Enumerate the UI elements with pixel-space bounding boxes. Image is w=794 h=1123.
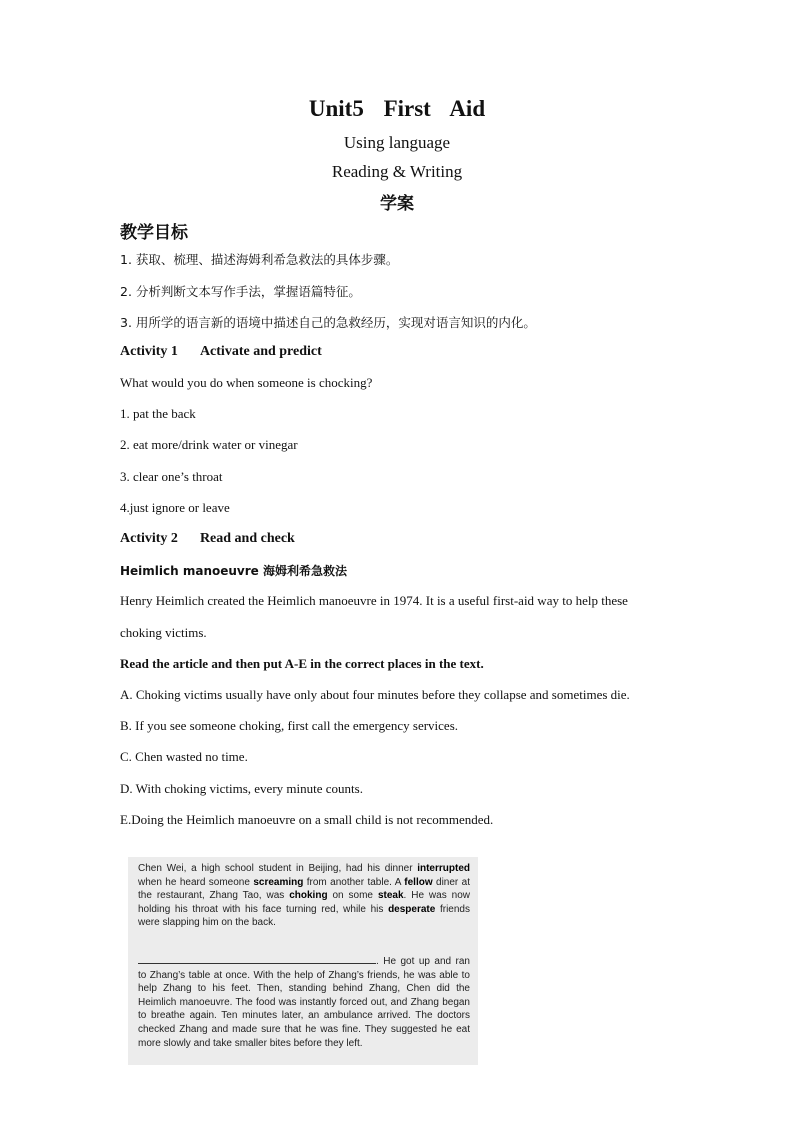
p1-seg: from another table. A bbox=[303, 876, 405, 888]
activity-1-name: Activate and predict bbox=[199, 344, 322, 359]
goals-heading: 教学目标 bbox=[120, 223, 188, 243]
option-item: 2. eat more/drink water or vinegar bbox=[120, 437, 298, 452]
keyword: screaming bbox=[253, 876, 304, 888]
keyword: interrupted bbox=[417, 863, 470, 874]
keyword: choking bbox=[289, 890, 328, 902]
p1-seg: Chen Wei, a high school student in Beijing, had his dinner bbox=[138, 863, 418, 874]
sentence-a: A. Choking victims usually have only about four minutes before they collapse and sometimes die. bbox=[120, 687, 630, 702]
sentence-e: E.Doing the Heimlich manoeuvre on a small child is not recommended. bbox=[120, 812, 494, 827]
sentence-c: C. Chen wasted no time. bbox=[120, 749, 248, 764]
question-text: What would you do when someone is chocking? bbox=[120, 375, 373, 390]
activity-1-number: Activity 1 bbox=[120, 344, 178, 359]
goal-item: 3. 用所学的语言新的语境中描述自己的急救经历，实现对语言知识的内化。 bbox=[120, 315, 536, 330]
option-item: 3. clear one’s throat bbox=[120, 469, 223, 484]
intro-line-2: choking victims. bbox=[120, 625, 207, 640]
activity-1-heading bbox=[120, 344, 322, 360]
goal-item: 1. 获取、梳理、描述海姆利希急救法的具体步骤。 bbox=[120, 252, 399, 267]
p1-seg: . He was now holding his throat with his face turning red, while his bbox=[138, 890, 470, 915]
p1-seg: diner at the restaurant, Zhang Tao, was bbox=[138, 876, 470, 902]
activity-2-heading bbox=[120, 531, 295, 547]
p1-seg: on some bbox=[327, 890, 378, 902]
passage-paragraph-2 bbox=[138, 954, 470, 1050]
subtitle-reading-writing: Reading & Writing bbox=[331, 162, 463, 181]
activity-2-name: Read and check bbox=[199, 531, 295, 546]
p1-seg: friends were slapping him on the back. bbox=[138, 903, 470, 929]
sentence-b: B. If you see someone choking, first call the emergency services. bbox=[120, 718, 459, 733]
heimlich-heading: Heimlich manoeuvre 海姆利希急救法 bbox=[120, 564, 347, 578]
p1-seg: when he heard someone bbox=[138, 876, 254, 888]
page-title: Unit5 First Aid bbox=[308, 96, 486, 121]
passage-paragraph-1 bbox=[138, 862, 470, 930]
option-item: 1. pat the back bbox=[120, 406, 196, 421]
sentence-d: D. With choking victims, every minute counts. bbox=[120, 781, 363, 796]
p2-text: . He got up and ran to Zhang’s table at once. With the help of Zhang’s friends, he was able to help Zhang to his feet. Then, standing behind Zhang, Chen did the Heimlich manoeuvre. The food was instantly forced out, and Zhang began to breathe again. Ten minutes later, an ambulance arrived. The doctors checked Zhang and made sure that he was fine. They suggested he eat more slowly and take smaller bites before they left. bbox=[138, 956, 470, 1049]
activity-2-number: Activity 2 bbox=[120, 531, 178, 546]
subtitle-using-language: Using language bbox=[343, 133, 451, 152]
keyword: steak bbox=[377, 890, 404, 902]
subtitle-study-plan: 学案 bbox=[380, 194, 414, 214]
instruction-text: Read the article and then put A-E in the correct places in the text. bbox=[120, 656, 484, 671]
intro-line-1: Henry Heimlich created the Heimlich manoeuvre in 1974. It is a useful first-aid way to help these bbox=[120, 593, 628, 608]
option-item: 4.just ignore or leave bbox=[120, 500, 230, 515]
keyword: desperate bbox=[388, 903, 436, 915]
answer-blank[interactable] bbox=[138, 954, 376, 964]
keyword: fellow bbox=[404, 876, 433, 888]
goal-item: 2. 分析判断文本写作手法，掌握语篇特征。 bbox=[120, 284, 361, 299]
